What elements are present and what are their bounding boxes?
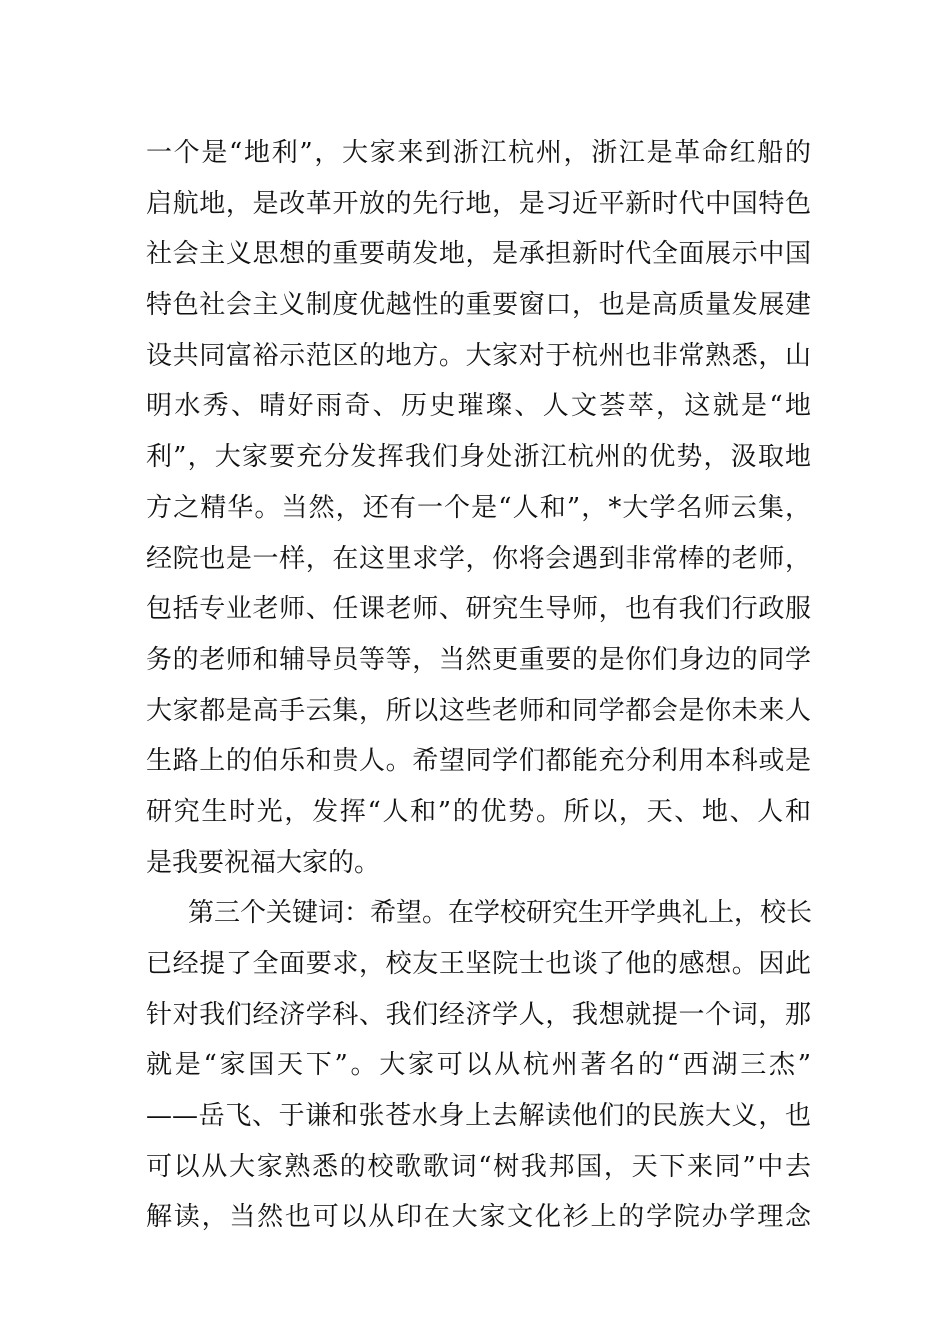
document-body [146,128,811,1243]
text-line: 解读，当然也可以从印在大家文化衫上的学院办学理念 [146,1202,811,1233]
text-line: 就是“家国天下”。大家可以从杭州著名的“西湖三杰” [146,1050,811,1081]
text-line: 大家都是高手云集，所以这些老师和同学都会是你未来人 [146,695,811,726]
text-line: 方之精华。当然，还有一个是“人和”，*大学名师云集， [146,492,811,523]
text-line: 经院也是一样，在这里求学，你将会遇到非常棒的老师， [146,543,811,574]
text-line: 研究生时光，发挥“人和”的优势。所以，天、地、人和 [146,796,811,827]
paragraph-third-keyword [146,888,811,1243]
text-line: 特色社会主义制度优越性的重要窗口，也是高质量发展建 [146,290,811,321]
text-line: 针对我们经济学科、我们经济学人，我想就提一个词，那 [146,999,811,1030]
text-line: 社会主义思想的重要萌发地，是承担新时代全面展示中国 [146,239,811,270]
text-line: 设共同富裕示范区的地方。大家对于杭州也非常熟悉，山 [146,340,811,371]
paragraph-continued [146,128,811,888]
text-line: 是我要祝福大家的。 [146,847,381,878]
text-line: 一个是“地利”，大家来到浙江杭州，浙江是革命红船的 [146,138,811,168]
text-line: ——岳飞、于谦和张苍水身上去解读他们的民族大义，也 [146,1101,811,1132]
text-line: 务的老师和辅导员等等，当然更重要的是你们身边的同学 [146,644,811,675]
text-line: 已经提了全面要求，校友王坚院士也谈了他的感想。因此 [146,949,811,979]
text-line: 包括专业老师、任课老师、研究生导师，也有我们行政服 [146,594,811,625]
text-line: 启航地，是改革开放的先行地，是习近平新时代中国特色 [146,188,811,219]
text-line: 第三个关键词：希望。在学校研究生开学典礼上，校长 [188,898,813,929]
text-line: 生路上的伯乐和贵人。希望同学们都能充分利用本科或是 [146,746,811,777]
text-line: 利”，大家要充分发挥我们身处浙江杭州的优势，汲取地 [146,442,811,473]
text-line: 明水秀、晴好雨奇、历史璀璨、人文荟萃，这就是“地 [146,391,811,422]
text-line: 可以从大家熟悉的校歌歌词“树我邦国，天下来同”中去 [146,1151,811,1182]
